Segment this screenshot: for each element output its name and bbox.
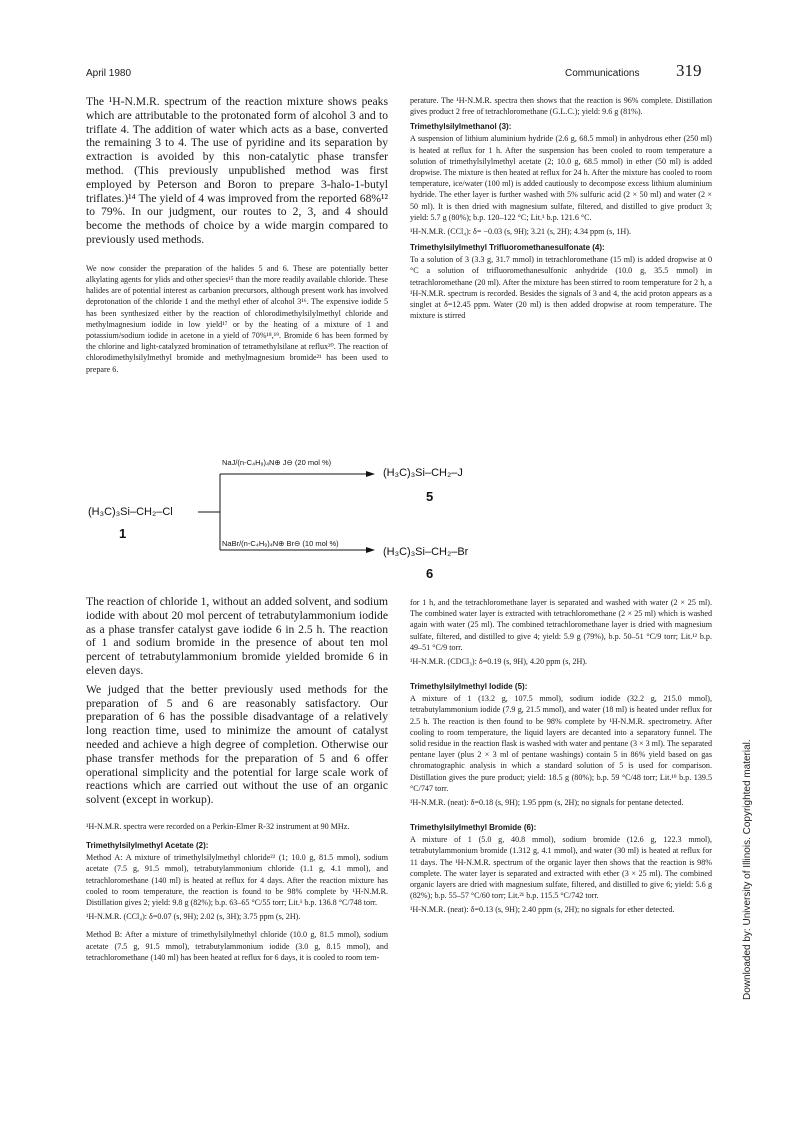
nmr-data: ¹H-N.M.R. (neat): δ=0.13 (s, 9H); 2.40 ppm (s, 2H); no signals for ether detected. [410,905,675,915]
product-6-number: 6 [426,566,434,581]
paragraph: The ¹H-N.M.R. spectrum of the reaction mixture shows peaks which are attributable to the protonated form of alcohol 3 and to triflate 4. The addition of water which acts as a base, converted the remaining 3 to 4. The use of pyridine and its separation by extraction is avoided by this non-catalytic phase transfer method. (This previously unpublished method was first employed by Peterson and Boron to prepare 3-halo-1-butyl triflates.)¹⁴ The yield of 4 was improved from the reported 68%¹² to 79%. In our judgment, our routes to 2, 3, and 4 should become the methods of choice by a wide margin compared to previously used methods. [86,95,388,246]
reagent-bottom-label: NaBr/(n-C₄H₉)₄N⊕ Br⊖ (10 mol %) [222,539,339,548]
reaction-scheme [86,454,706,584]
paragraph: for 1 h, and the tetrachloromethane layer is separated and washed with water (2 × 25 ml). The combined water layer is extracted with tetrachloromethane (2 × 25 ml) which is washed again with water (25 ml). The combined tetrachloromethane layer is dried with magnesium sulfate, filtered, and distilled to give 4; yield: 5.9 g (79%), b.p. 50–51 °C/9 torr; Lit.¹² b.p. 49–51 °C/9 torr. [410,598,712,652]
running-head-date: April 1980 [86,68,132,79]
reagent-top-label: NaJ/(n-C₄H₉)₄N⊕ J⊖ (20 mol %) [222,458,332,467]
paragraph: perature. The ¹H-N.M.R. spectra then shows that the reaction is 96% complete. Distillation gives product 2 free of tetrachloromethane (G.L.C.); yield: 9.6 g (81%). [410,96,712,117]
page-number: 319 [676,61,702,80]
reactant-formula: (H₃C)₃Si–CH₂–Cl [88,506,173,518]
section-heading: Trimethylsilylmethyl Acetate (2): [86,841,209,851]
product-6-formula: (H₃C)₃Si–CH₂–Br [383,546,469,558]
right-column-bottom [410,597,712,916]
paragraph: Method A: A mixture of trimethylsilylmethyl chloride²² (1; 10.0 g, 81.5 mmol), sodium acetate (7.5 g, 91.5 mmol), tetrabutylammonium chloride (1.1 g, 4.1 mmol), and tetrachloromethane (140 ml) is heated at reflux for 4 days. After the reaction mixture has cooled to room temperature, the reaction is found to be 98% complete by ¹H-N.M.R. Distillation gives 2; yield: 9.8 g (82%); b.p. 63–65 °C/55 torr; Lit.¹ b.p. 136.8 °C/748 torr. [86,853,388,907]
paragraph: A suspension of lithium aluminium hydride (2.6 g, 68.5 mmol) in anhydrous ether (250 ml) is heated at reflux for 1 h. After the suspension has been cooled to room temperature a solution of trimethylsilylmethyl acetate (2; 10.0 g, 68.5 mmol) in ether (50 ml) is added dropwise. The mixture is then heated at reflux for 24 h. After the mixture has cooled to room temperature, ice/water (100 ml) is added cautiously to decompose excess lithium aluminium hydride. The ether layer is further washed with 5% sulfuric acid (2 × 50 ml) and water (2 × 50 ml). It is then dried with magnesium sulfate, filtered, and distilled to give product 3; yield: 5.7 g (80%); b.p. 120–122 °C; Lit.¹ b.p. 121.6 °C. [410,134,712,222]
reactant-number: 1 [119,526,127,541]
product-5-number: 5 [426,489,434,504]
section-heading: Trimethylsilylmethyl Trifluoromethanesulfonate (4): [410,243,605,253]
left-column-top [86,95,388,375]
paragraph: ¹H-N.M.R. spectra were recorded on a Perkin-Elmer R-32 instrument at 90 MHz. [86,821,350,831]
nmr-data: ¹H-N.M.R. (CCl₄): δ=0.07 (s, 9H); 2.02 (s, 3H); 3.75 ppm (s, 2H). [86,912,301,922]
running-head-section: Communications [565,68,640,79]
nmr-data: ¹H-N.M.R. (CDCl₃): δ=0.19 (s, 9H), 4.20 ppm (s, 2H). [410,657,588,667]
left-column-bottom [86,595,388,963]
paragraph: The reaction of chloride 1, without an added solvent, and sodium iodide with about 20 mol percent of tetrabutylammonium iodide as a phase transfer catalyst gave iodide 6 in 2.5 h. The reaction of 1 and sodium bromide in the presence of about ten mol percent of tetrabutylammonium bromide yielded bromide 6 in eleven days. [86,595,389,677]
right-column-top [410,95,712,321]
section-heading: Trimethylsilylmethanol (3): [410,122,512,132]
section-heading: Trimethylsilylmethyl Bromide (6): [410,823,537,833]
paragraph: A mixture of 1 (5.0 g, 40.8 mmol), sodium bromide (12.6 g, 122.3 mmol), tetrabutylammonium bromide (1.312 g, 4.1 mmol), and water (30 ml) is heated at reflux for 11 days. The ¹H-N.M.R. spectrum of the organic layer then shows that the reaction is 98% complete. The water layer is separated and extracted with ether (3 × 25 ml). The combined organic layers are dried with magnesium sulfate, filtered, and distilled to give 6; yield: 5.6 g (82%); b.p. 55–57 °C/60 torr; Lit.²¹ b.p. 115.5 °C/742 torr. [410,835,712,901]
nmr-data: ¹H-N.M.R. (neat): δ=0.18 (s, 9H); 1.95 ppm (s, 2H); no signals for pentane detected. [410,798,684,808]
nmr-data: ¹H-N.M.R. (CCl₄): δ= −0.03 (s, 9H); 3.21 (s, 2H); 4.34 ppm (s, 1H). [410,227,631,237]
paragraph: Method B: After a mixture of trimethylsilylmethyl chloride (10.0 g, 81.5 mmol), sodium acetate (7.5 g, 91.5 mmol), tetrabutylammonium iodide (3.0 g, 8.15 mmol), and tetrachloromethane (140 ml) has been heated at reflux for 6 days, it is cooled to room tem- [86,930,388,962]
paragraph: To a solution of 3 (3.3 g, 31.7 mmol) in tetrachloromethane (15 ml) is added dropwise at 0 °C a solution of trifluoromethanesulfonic anhydride (10.0 g, 35.5 mmol) in tetrachloromethane (20 ml). After the mixture has been stirred to room temperature for 2 h, a ¹H-N.M.R. spectrum is recorded. Besides the signals of 3 and 4, the acid proton appears as a singlet at δ=12.45 ppm. Water (20 ml) is then added dropwise at room temperature. The mixture is stirred [410,255,712,321]
product-5-formula: (H₃C)₃Si–CH₂–J [383,467,463,479]
download-notice: Downloaded by: University of Illinois. Copyrighted material. [742,739,753,1000]
section-heading: Trimethylsilylmethyl Iodide (5): [410,682,528,692]
paragraph: A mixture of 1 (13.2 g, 107.5 mmol), sodium iodide (32.2 g, 215.0 mmol), tetrabutylammonium iodide (7.9 g, 21.5 mmol), and water (18 ml) is heated under reflux for 2.5 h. The reaction is then found to be 98% complete by ¹H-N.M.R. spectrometry. After cooling to room temperature, the liquid layers are decanted into a separatory funnel. The solid residue in the reaction flask is washed with water and pentane (3 × 3 ml). The separated pentane layer (plus 2 × 3 ml of pentane washings) contain 5 in 86% yield based on gas chromatographic analysis in which a standard solution of 5 is used for comparison. Distillation gives the pure product; yield: 18.5 g (80%); b.p. 59 °C/48 torr; Lit.¹⁹ b.p. 139.5 °C/747 torr. [410,694,712,793]
paragraph: We now consider the preparation of the halides 5 and 6. These are potentially better alkylating agents for ylids and other species¹⁵ than the more readily available chloride. These halides are of potential interest as carbanion precursors, although present work has involved deprotonation of the chloride 1 and the methyl ether of alcohol 3¹⁶. The expensive iodide 5 has been synthesized either by the reaction of chlorodimethylsilylmethyl chloride and methylmagnesium iodide in low yield¹⁷ or by the heating of a mixture of 1 and potassium/sodium iodide in acetone in a yield of 70%¹⁸,¹⁹. Bromide 6 has been formed by the chlorine and light-catalyzed bromination of tetramethylsilane at reflux²⁰. The reaction of chlorodimethylsilylmethyl bromide and methylmagnesium bromide²¹ has been used to prepare 6. [86,263,388,374]
paragraph: We judged that the better previously used methods for the preparation of 5 and 6 are reasonably satisfactory. Our preparation of 6 has the possible disadvantage of a relatively long reaction time, used to minimize the amount of catalyst needed and achieve a high degree of completion. Otherwise our phase transfer methods for the preparation of 5 and 6 offer operational simplicity and the potential for large scale work of reactions which are carried out without the use of an organic solvent (except in workup). [86,682,388,807]
